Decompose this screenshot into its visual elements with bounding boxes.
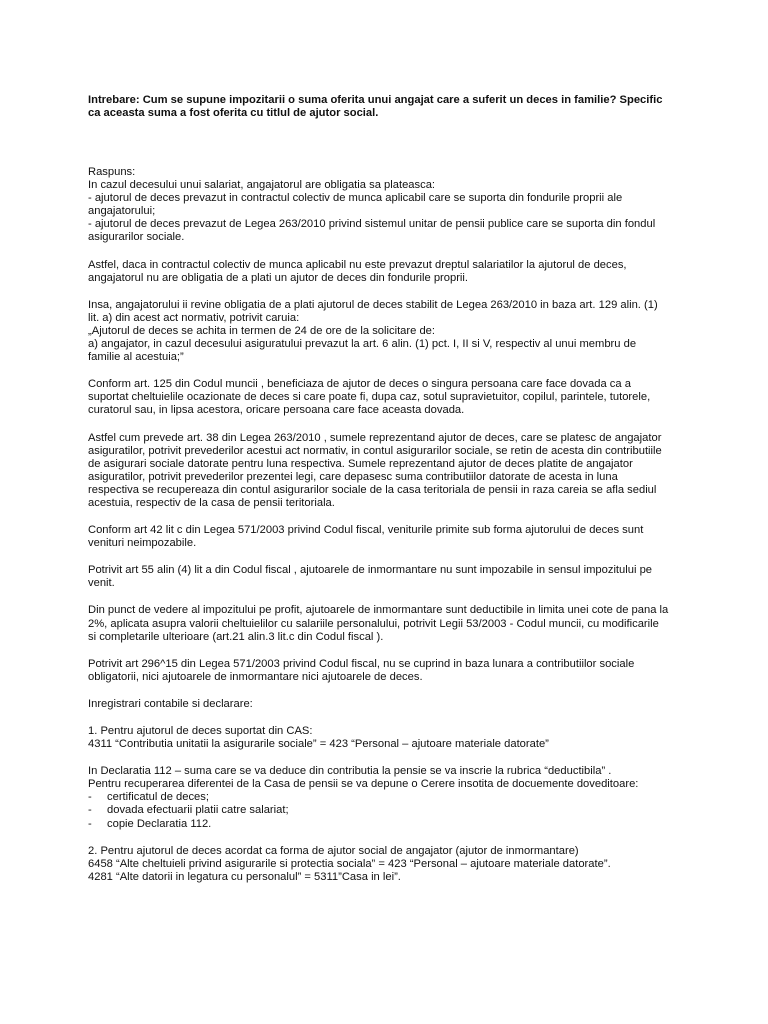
text-line: obligatorii, nici ajutoarele de inmormantare nici ajutoarele de deces.	[88, 670, 423, 683]
bullet-dash: -	[88, 791, 92, 804]
list-item	[88, 804, 688, 817]
text-line: familie al acestuia;”	[88, 351, 184, 364]
text-line: Astfel cum prevede art. 38 din Legea 263/2010 , sumele reprezentand ajutor de deces, care se platesc de angajator	[88, 431, 662, 444]
text-line: lit. a) din acest act normativ, potrivit caruia:	[88, 311, 300, 324]
bullet-dash: -	[88, 817, 92, 830]
text-line: In cazul decesului unui salariat, angajatorul are obligatia sa plateasca:	[88, 179, 436, 192]
paragraph	[88, 299, 688, 364]
declaration-paragraph	[88, 765, 688, 830]
bullet-dash: -	[88, 804, 92, 817]
text-line: asiguratilor, potrivit prevederilor acestui act normativ, in contul asigurarilor sociale, se retin de acesta din contributiile	[88, 444, 662, 457]
text-line: 4311 “Contributia unitatii la asigurarile sociale” = 423 “Personal – ajutoare materiale datorate”	[88, 738, 549, 751]
text-line: 2%, aplicata asupra valorii cheltuielilor cu salariile personalului, potrivit Legii 53/2003 - Codul muncii, cu modificarile	[88, 617, 659, 630]
accounting-entry-cas	[88, 725, 688, 751]
answer-intro-paragraph	[88, 166, 688, 245]
question-heading	[88, 94, 688, 120]
text-line: 4281 “Alte datorii in legatura cu personalul” = 5311”Casa in lei”.	[88, 870, 401, 883]
text-line: 1. Pentru ajutorul de deces suportat din CAS:	[88, 725, 313, 737]
text-line: si completarile ulterioare (art.21 alin.3 lit.c din Codul fiscal ).	[88, 630, 384, 643]
list-item-text: dovada efectuarii platii catre salariat;	[107, 804, 289, 817]
text-line: Raspuns:	[88, 166, 136, 178]
text-line: - ajutorul de deces prevazut in contractul colectiv de munca aplicabil care se suporta din fondurile proprii ale	[88, 192, 623, 205]
text-line: suportat cheltuielile ocazionate de deces si care poate fi, dupa caz, sotul supravietuitor, copilul, parintele, tutorele,	[88, 391, 651, 404]
text-line: Astfel, daca in contractul colectiv de munca aplicabil nu este prevazut dreptul salariatilor la ajutorul de deces,	[88, 258, 627, 271]
text-line: 6458 “Alte cheltuieli privind asigurarile si protectia sociala” = 423 “Personal – ajutoare materiale datorate”.	[88, 857, 611, 870]
text-line: Din punct de vedere al impozitului pe profit, ajutoarele de inmormantare sunt deductibile in limita unei cote de pana la	[88, 604, 669, 617]
question-line: Intrebare: Cum se supune impozitarii o suma oferita unui angajat care a suferit un deces in familie? Specific	[88, 94, 663, 106]
text-line: - ajutorul de deces prevazut de Legea 263/2010 privind sistemul unitar de pensii publice care se suporta din fondul	[88, 218, 656, 231]
document-page	[88, 94, 688, 883]
text-line: angajatorul nu are obligatia de a plati un ajutor de deces din fondurile proprii.	[88, 271, 469, 284]
text-line: asiguratilor, potrivit prevederilor prezentei legi, care depasesc suma contributiilor datorate de acesta in luna	[88, 470, 618, 483]
text-line: curatorul sau, in lipsa acestora, oricare persoana care face aceasta dovada.	[88, 404, 465, 417]
text-line: asigurarilor sociale.	[88, 231, 185, 244]
text-line: Conform art. 125 din Codul muncii , beneficiaza de ajutor de deces o singura persoana care face dovada ca a	[88, 378, 631, 391]
text-line: Pentru recuperarea diferentei de la Casa de pensii se va depune o Cerere insotita de docuemente doveditoare:	[88, 778, 639, 791]
accounting-heading	[88, 698, 688, 711]
text-line: acestuia, respectiv de la casa de pensii teritoriala.	[88, 496, 335, 509]
text-line: 2. Pentru ajutorul de deces acordat ca forma de ajutor social de angajator (ajutor de inmormantare)	[88, 844, 579, 857]
text-line: Inregistrari contabile si declarare:	[88, 697, 253, 710]
list-item-text: copie Declaratia 112.	[107, 817, 212, 830]
paragraph	[88, 378, 688, 417]
text-line: de asigurari sociale datorate pentru luna respectiva. Sumele reprezentand ajutor de deces platite de angajator	[88, 457, 633, 470]
text-line: Potrivit art 296^15 din Legea 571/2003 privind Codul fiscal, nu se cuprind in baza lunara a contributiilor sociale	[88, 657, 635, 670]
list-item	[88, 791, 688, 804]
text-line: Conform art 42 lit c din Legea 571/2003 privind Codul fiscal, veniturile primite sub forma ajutorului de deces sunt	[88, 524, 644, 537]
text-line: Insa, angajatorului ii revine obligatia de a plati ajutorul de deces stabilit de Legea 263/2010 in baza art. 129 alin. (1)	[88, 298, 658, 311]
text-line: venituri neimpozabile.	[88, 537, 197, 550]
paragraph	[88, 432, 688, 511]
text-line: venit.	[88, 577, 115, 590]
accounting-entry-social-aid	[88, 845, 688, 884]
text-line: In Declaratia 112 – suma care se va deduce din contributia la pensie se va inscrie la rubrica “deductibila” .	[88, 765, 612, 778]
text-line: respectiva se recupereaza din contul asigurarilor sociale de la casa teritoriala de pensii in raza careia se afla sediul	[88, 483, 657, 496]
paragraph	[88, 524, 688, 550]
text-line: a) angajator, in cazul decesului asiguratului prevazut la art. 6 alin. (1) pct. I, II si V, respectiv al unui membru de	[88, 338, 637, 351]
text-line: „Ajutorul de deces se achita in termen de 24 de ore de la solicitare de:	[88, 324, 436, 337]
answer-body	[88, 166, 688, 898]
paragraph	[88, 604, 688, 643]
text-line: Potrivit art 55 alin (4) lit a din Codul fiscal , ajutoarele de inmormantare nu sunt impozabile in sensul impozitului pe	[88, 564, 653, 577]
list-item-text: certificatul de deces;	[107, 791, 209, 804]
paragraph	[88, 259, 688, 285]
question-line: ca aceasta suma a fost oferita cu titlul de ajutor social.	[88, 107, 379, 119]
paragraph	[88, 564, 688, 590]
paragraph	[88, 658, 688, 684]
text-line: angajatorului;	[88, 205, 156, 218]
list-item	[88, 818, 688, 831]
